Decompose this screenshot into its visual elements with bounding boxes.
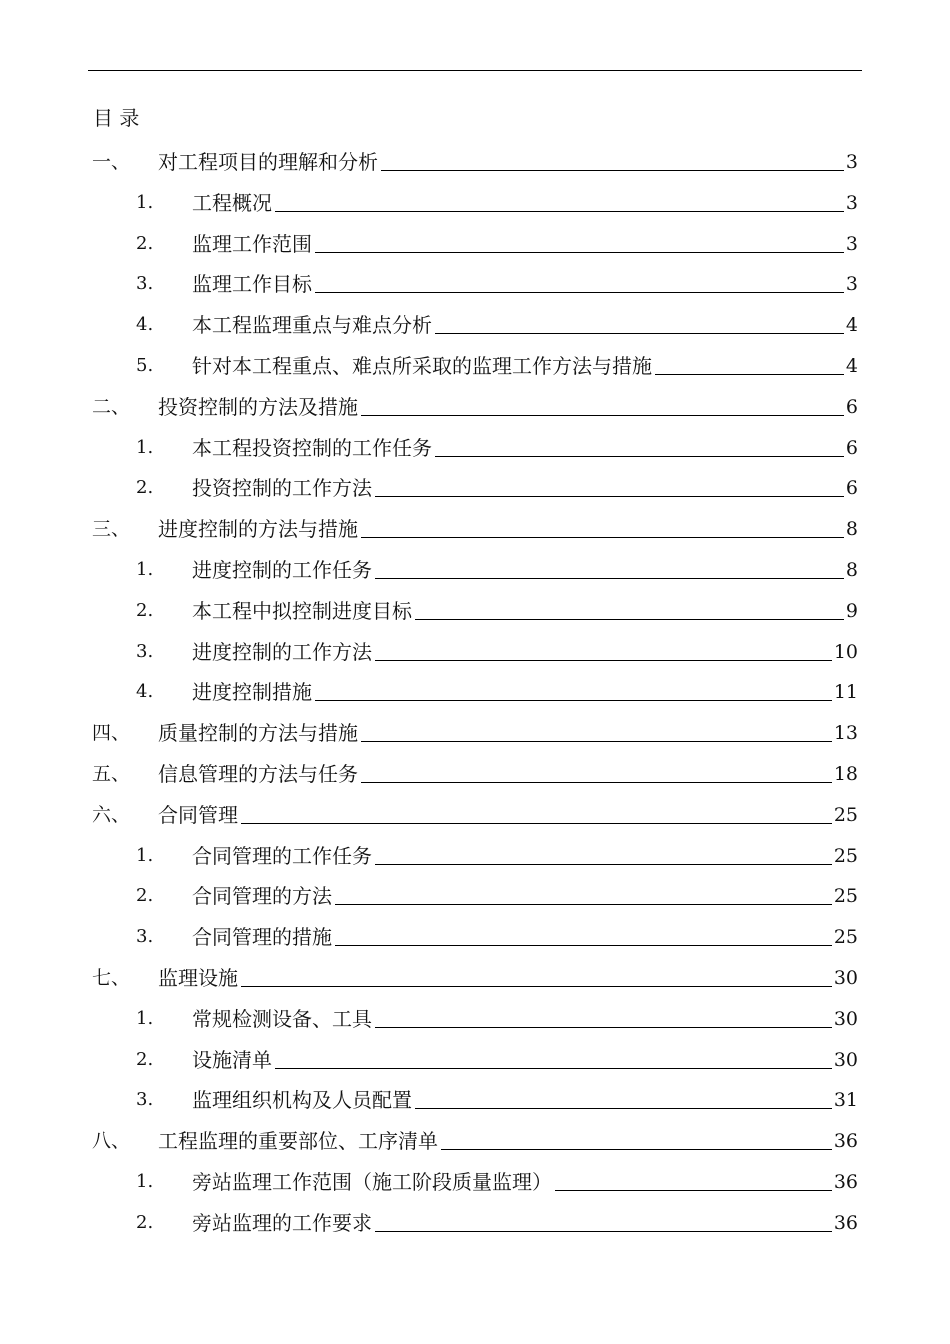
- toc-entry-line: [158, 965, 858, 991]
- toc-entry-number: 1.: [136, 558, 154, 580]
- toc-page-number: 11: [833, 681, 858, 704]
- header-rule: [88, 70, 862, 71]
- toc-entry-line: [158, 761, 858, 787]
- toc-entry-number: 八、: [92, 1130, 131, 1153]
- toc-leader-line: [415, 619, 844, 620]
- toc-entry-number: 2.: [136, 1211, 154, 1233]
- toc-entry-number: 3.: [136, 273, 154, 295]
- toc-section-entry[interactable]: [0, 755, 950, 796]
- toc-leader-line: [375, 660, 832, 661]
- toc-section-entry[interactable]: [0, 143, 950, 184]
- toc-leader-line: [375, 1027, 832, 1028]
- toc-entry-line: [158, 394, 858, 420]
- toc-subsection-entry[interactable]: [0, 1163, 950, 1204]
- toc-entry-label: 工程概况: [192, 190, 272, 215]
- toc-leader-line: [275, 211, 844, 212]
- toc-entry-number: 五、: [92, 762, 131, 785]
- toc-leader-line: [315, 292, 844, 293]
- toc-page-number: 4: [845, 354, 858, 377]
- toc-subsection-entry[interactable]: [0, 429, 950, 470]
- toc-section-entry[interactable]: [0, 510, 950, 551]
- toc-entry-line: [192, 1047, 858, 1073]
- toc-entry-number: 一、: [92, 151, 131, 173]
- toc-entry-label: 设施清单: [192, 1047, 272, 1072]
- toc-subsection-entry[interactable]: [0, 1081, 950, 1122]
- toc-leader-line: [361, 415, 844, 416]
- toc-entry-number: 七、: [92, 966, 131, 989]
- toc-entry-number: 2.: [136, 885, 154, 907]
- toc-page-number: 30: [833, 1048, 858, 1071]
- toc-section-entry[interactable]: [0, 959, 950, 1000]
- toc-subsection-entry[interactable]: [0, 837, 950, 878]
- toc-leader-line: [375, 578, 844, 579]
- toc-entry-number: 2.: [136, 477, 154, 499]
- toc-subsection-entry[interactable]: [0, 225, 950, 266]
- toc-entry-label: 合同管理的方法: [192, 884, 332, 909]
- toc-entry-number: 2.: [136, 232, 154, 254]
- toc-entry-line: [158, 149, 858, 175]
- toc-leader-line: [361, 741, 832, 742]
- toc-entry-label: 质量控制的方法与措施: [158, 721, 358, 746]
- toc-page-number: 8: [845, 518, 858, 541]
- toc-entry-line: [192, 557, 858, 583]
- toc-entry-line: [192, 435, 858, 461]
- toc-page-number: 6: [845, 436, 858, 459]
- toc-entry-line: [192, 598, 858, 624]
- toc-page-number: 36: [833, 1170, 858, 1193]
- toc-page-number: 18: [833, 762, 858, 785]
- toc-entry-label: 进度控制的工作方法: [192, 639, 372, 664]
- toc-entry-label: 监理工作范围: [192, 231, 312, 256]
- toc-entry-number: 2.: [136, 1048, 154, 1070]
- toc-leader-line: [381, 170, 844, 171]
- toc-entry-label: 合同管理: [158, 802, 238, 827]
- toc-page-number: 30: [833, 966, 858, 989]
- toc-entry-number: 1.: [136, 191, 154, 213]
- toc-entry-label: 本工程监理重点与难点分析: [192, 313, 432, 338]
- toc-entry-number: 2.: [136, 599, 154, 621]
- toc-leader-line: [435, 456, 844, 457]
- toc-leader-line: [555, 1190, 832, 1191]
- toc-entry-label: 投资控制的工作方法: [192, 476, 372, 501]
- toc-page-number: 25: [833, 844, 858, 867]
- toc-entry-line: [158, 720, 858, 746]
- toc-leader-line: [441, 1149, 832, 1150]
- toc-page-number: 3: [845, 151, 858, 173]
- toc-page-number: 8: [845, 558, 858, 581]
- toc-entry-line: [192, 1169, 858, 1195]
- toc-page-number: 3: [845, 232, 858, 255]
- toc-entry-number: 4.: [136, 314, 154, 336]
- toc-page-number: 3: [845, 273, 858, 296]
- toc-page-number: 25: [833, 885, 858, 908]
- toc-subsection-entry[interactable]: [0, 918, 950, 959]
- toc-entry-label: 信息管理的方法与任务: [158, 761, 358, 786]
- table-of-contents: [0, 143, 950, 1245]
- toc-entry-line: [192, 679, 858, 705]
- toc-entry-label: 合同管理的措施: [192, 925, 332, 950]
- toc-entry-label: 投资控制的方法及措施: [158, 394, 358, 419]
- toc-entry-line: [192, 924, 858, 950]
- toc-page-number: 9: [845, 599, 858, 622]
- toc-title: 目 录: [93, 106, 140, 130]
- toc-section-entry[interactable]: [0, 714, 950, 755]
- toc-leader-line: [241, 823, 832, 824]
- toc-subsection-entry[interactable]: [0, 184, 950, 225]
- toc-subsection-entry[interactable]: [0, 1000, 950, 1041]
- toc-entry-number: 三、: [92, 518, 131, 541]
- toc-entry-label: 本工程投资控制的工作任务: [192, 435, 432, 460]
- toc-entry-number: 1.: [136, 844, 154, 866]
- toc-entry-label: 监理设施: [158, 965, 238, 990]
- toc-entry-line: [192, 1210, 858, 1236]
- toc-entry-number: 5.: [136, 354, 154, 376]
- toc-section-entry[interactable]: [0, 796, 950, 837]
- toc-section-entry[interactable]: [0, 1122, 950, 1163]
- toc-leader-line: [435, 333, 844, 334]
- toc-entry-line: [192, 353, 858, 379]
- toc-leader-line: [335, 945, 832, 946]
- toc-leader-line: [275, 1068, 832, 1069]
- toc-leader-line: [375, 496, 844, 497]
- toc-page-number: 6: [845, 477, 858, 500]
- toc-leader-line: [315, 700, 832, 701]
- toc-entry-line: [192, 312, 858, 338]
- toc-entry-label: 进度控制的工作任务: [192, 557, 372, 582]
- toc-subsection-entry[interactable]: [0, 592, 950, 633]
- toc-leader-line: [375, 864, 832, 865]
- toc-entry-label: 常规检测设备、工具: [192, 1006, 372, 1031]
- toc-entry-line: [158, 802, 858, 828]
- toc-page-number: 25: [833, 803, 858, 826]
- toc-page-number: 13: [833, 722, 858, 745]
- toc-page-number: 10: [833, 640, 858, 663]
- toc-entry-label: 对工程项目的理解和分析: [158, 150, 378, 174]
- toc-entry-line: [192, 271, 858, 297]
- toc-entry-number: 四、: [92, 722, 131, 745]
- toc-leader-line: [315, 252, 844, 253]
- toc-leader-line: [241, 986, 832, 987]
- toc-leader-line: [415, 1108, 832, 1109]
- toc-entry-line: [192, 1006, 858, 1032]
- toc-page-number: 25: [833, 926, 858, 949]
- toc-entry-label: 针对本工程重点、难点所采取的监理工作方法与措施: [192, 353, 652, 378]
- toc-leader-line: [375, 1231, 832, 1232]
- toc-entry-label: 进度控制措施: [192, 680, 312, 705]
- toc-subsection-entry[interactable]: [0, 347, 950, 388]
- toc-page-number: 30: [833, 1007, 858, 1030]
- toc-entry-label: 进度控制的方法与措施: [158, 517, 358, 542]
- toc-entry-number: 1.: [136, 436, 154, 458]
- toc-entry-line: [192, 231, 858, 257]
- toc-subsection-entry[interactable]: [0, 633, 950, 674]
- toc-entry-line: [192, 883, 858, 909]
- toc-entry-number: 二、: [92, 395, 131, 418]
- toc-entry-number: 3.: [136, 640, 154, 662]
- toc-entry-number: 六、: [92, 803, 131, 826]
- toc-entry-number: 1.: [136, 1007, 154, 1029]
- toc-page-number: 36: [833, 1130, 858, 1153]
- toc-entry-line: [192, 190, 858, 216]
- toc-page-number: 36: [833, 1211, 858, 1234]
- toc-page-number: 31: [833, 1089, 858, 1112]
- toc-entry-line: [158, 516, 858, 542]
- toc-section-entry[interactable]: [0, 388, 950, 429]
- toc-entry-number: 1.: [136, 1170, 154, 1192]
- toc-entry-number: 3.: [136, 926, 154, 948]
- toc-entry-line: [192, 639, 858, 665]
- toc-entry-label: 监理组织机构及人员配置: [192, 1088, 412, 1113]
- toc-leader-line: [361, 782, 832, 783]
- toc-leader-line: [361, 537, 844, 538]
- toc-subsection-entry[interactable]: [0, 877, 950, 918]
- toc-entry-label: 工程监理的重要部位、工序清单: [158, 1129, 438, 1154]
- toc-entry-line: [192, 475, 858, 501]
- toc-subsection-entry[interactable]: [0, 1041, 950, 1082]
- toc-subsection-entry[interactable]: [0, 265, 950, 306]
- toc-entry-label: 合同管理的工作任务: [192, 843, 372, 868]
- toc-entry-number: 3.: [136, 1089, 154, 1111]
- toc-entry-label: 旁站监理的工作要求: [192, 1210, 372, 1235]
- toc-entry-label: 旁站监理工作范围（施工阶段质量监理）: [192, 1169, 552, 1194]
- toc-entry-label: 监理工作目标: [192, 272, 312, 297]
- toc-subsection-entry[interactable]: [0, 469, 950, 510]
- toc-entry-line: [158, 1128, 858, 1154]
- toc-entry-line: [192, 1087, 858, 1113]
- toc-subsection-entry[interactable]: [0, 1204, 950, 1245]
- toc-page-number: 4: [845, 314, 858, 337]
- toc-entry-label: 本工程中拟控制进度目标: [192, 598, 412, 623]
- toc-leader-line: [335, 904, 832, 905]
- toc-entry-line: [192, 843, 858, 869]
- toc-leader-line: [655, 374, 844, 375]
- toc-page-number: 6: [845, 395, 858, 418]
- toc-entry-number: 4.: [136, 681, 154, 703]
- toc-page-number: 3: [845, 191, 858, 214]
- toc-subsection-entry[interactable]: [0, 306, 950, 347]
- toc-subsection-entry[interactable]: [0, 551, 950, 592]
- toc-subsection-entry[interactable]: [0, 673, 950, 714]
